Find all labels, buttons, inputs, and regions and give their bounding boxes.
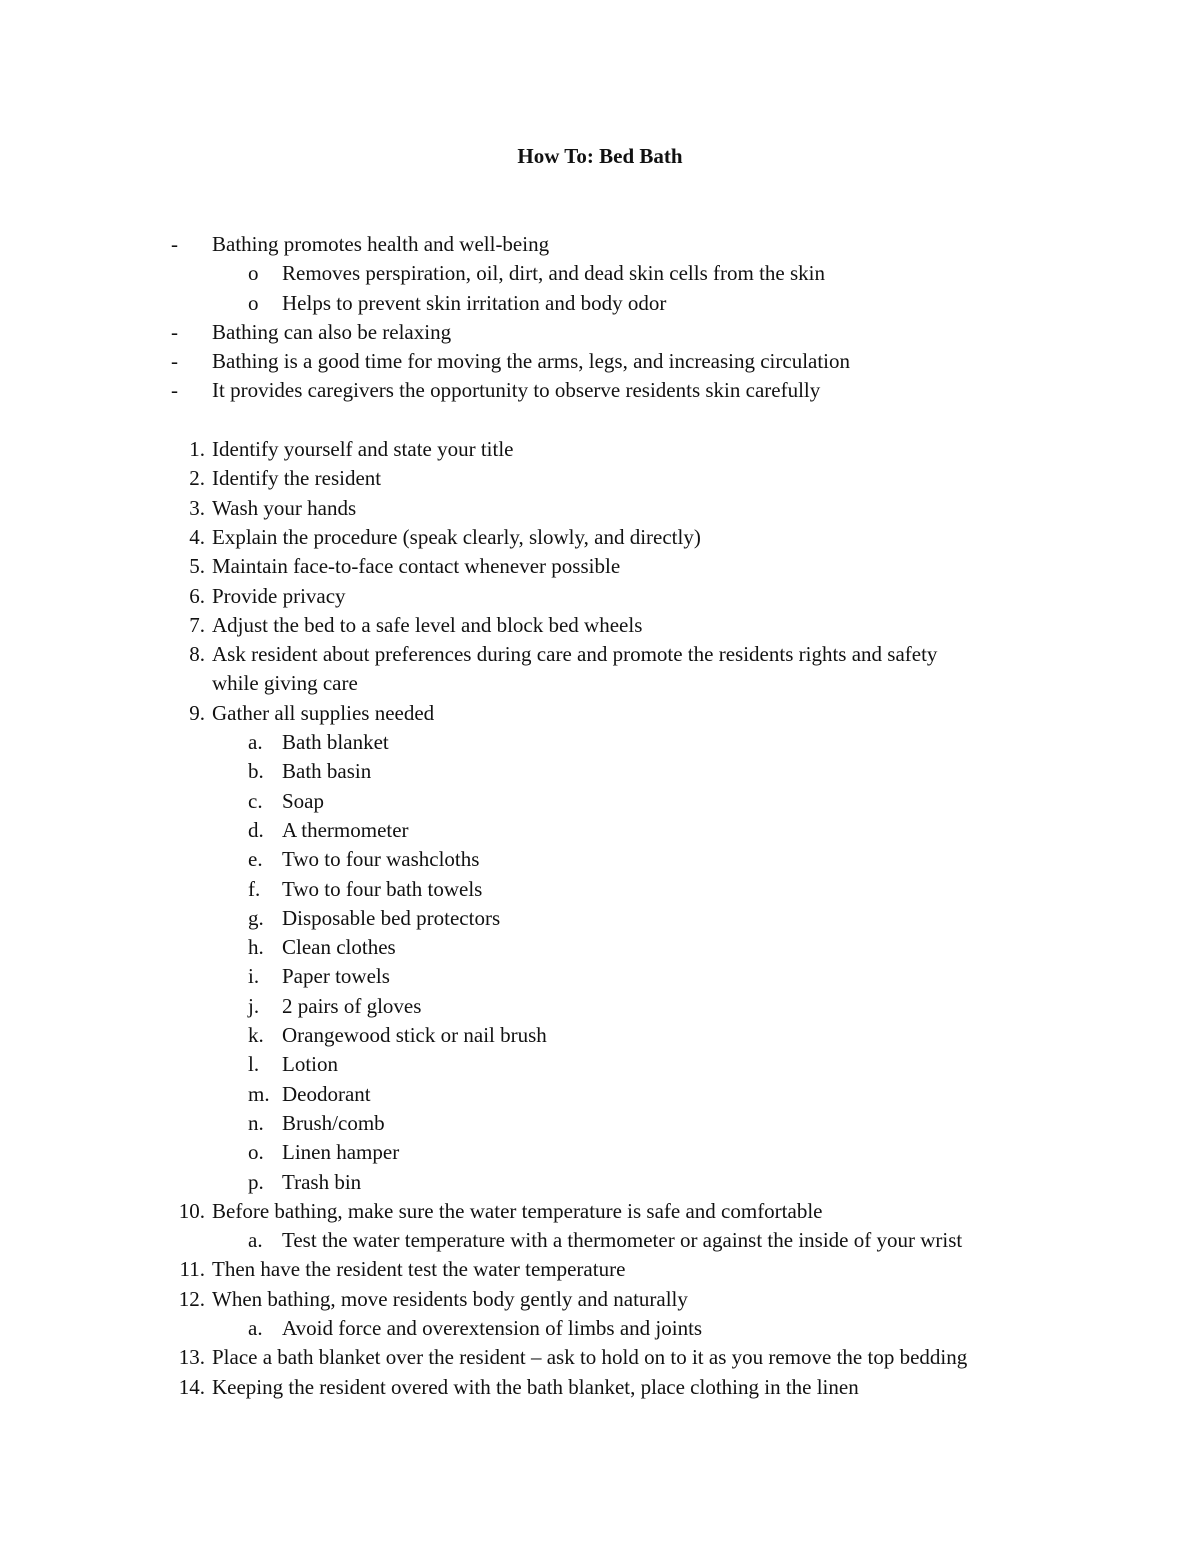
list-item-text: Keeping the resident overed with the bath blanket, place clothing in the linen <box>212 1374 859 1399</box>
list-marker: d. <box>248 817 264 842</box>
list-item-text: Identify the resident <box>212 466 382 491</box>
list-item-text: A thermometer <box>282 817 409 842</box>
list-marker: - <box>171 378 178 403</box>
list-marker: o. <box>248 1140 264 1165</box>
list-marker: o <box>248 290 259 315</box>
list-marker: a. <box>248 1228 263 1253</box>
document-body <box>171 230 1071 1402</box>
bullet-item <box>171 347 1071 376</box>
step-item <box>171 582 1071 611</box>
list-item-text: Avoid force and overextension of limbs and joints <box>282 1315 703 1340</box>
list-item-text: Gather all supplies needed <box>212 700 435 725</box>
steps-list <box>171 435 1071 1402</box>
list-marker: 6. <box>189 583 205 608</box>
step-item <box>171 1343 1071 1372</box>
list-item-text: Wash your hands <box>212 495 357 520</box>
list-item-text: Disposable bed protectors <box>282 905 501 930</box>
list-item-text: Bath blanket <box>282 730 389 755</box>
list-marker: n. <box>248 1110 264 1135</box>
list-item-text: Test the water temperature with a thermometer or against the inside of your wrist <box>282 1228 963 1253</box>
list-item-text: Removes perspiration, oil, dirt, and dead skin cells from the skin <box>282 261 825 286</box>
step-item <box>171 933 1071 962</box>
step-item <box>171 699 1071 728</box>
list-item-text: Two to four bath towels <box>282 876 483 901</box>
list-item-text: Identify yourself and state your title <box>212 437 514 462</box>
list-item-text: Provide privacy <box>212 583 346 608</box>
bullet-item <box>171 289 1071 318</box>
step-item <box>171 962 1071 991</box>
list-item-text: Helps to prevent skin irritation and body odor <box>282 290 667 315</box>
list-marker: 8. <box>189 642 205 667</box>
step-item <box>171 904 1071 933</box>
list-item-text: Lotion <box>282 1052 338 1077</box>
step-item <box>171 992 1071 1021</box>
step-item <box>171 669 1071 698</box>
bullet-item <box>171 318 1071 347</box>
step-item <box>171 1109 1071 1138</box>
list-item-text: Two to four washcloths <box>282 847 480 872</box>
list-marker: h. <box>248 935 264 960</box>
list-item-text: Clean clothes <box>282 935 396 960</box>
list-item-text: Ask resident about preferences during care and promote the residents rights and safety <box>212 642 938 667</box>
list-item-text: Bathing promotes health and well-being <box>212 232 550 256</box>
section-gap <box>171 406 1071 435</box>
step-item <box>171 816 1071 845</box>
step-item <box>171 875 1071 904</box>
list-marker: g. <box>248 905 264 930</box>
list-marker: - <box>171 349 178 374</box>
list-item-text: Soap <box>282 788 324 813</box>
list-item-text: Brush/comb <box>282 1110 385 1135</box>
list-marker: a. <box>248 1315 263 1340</box>
step-item <box>171 757 1071 786</box>
list-marker: k. <box>248 1023 264 1048</box>
step-item <box>171 1373 1071 1402</box>
step-item <box>171 1168 1071 1197</box>
step-item <box>171 728 1071 757</box>
list-item-text: It provides caregivers the opportunity to observe residents skin carefully <box>212 378 821 403</box>
list-marker: f. <box>248 876 261 901</box>
list-item-text: while giving care <box>212 671 358 696</box>
list-item-text: Explain the procedure (speak clearly, slowly, and directly) <box>212 524 701 549</box>
list-marker: j. <box>248 993 260 1018</box>
list-marker: 12. <box>178 1286 205 1311</box>
list-marker: - <box>171 319 178 344</box>
list-item-text: Trash bin <box>282 1169 362 1194</box>
step-item <box>171 1050 1071 1079</box>
step-item <box>171 523 1071 552</box>
list-marker: m. <box>248 1081 270 1106</box>
step-item <box>171 1314 1071 1343</box>
list-marker: 3. <box>189 495 205 520</box>
list-marker: l. <box>248 1052 260 1077</box>
list-marker: 10. <box>178 1198 205 1223</box>
list-marker: 4. <box>189 524 205 549</box>
list-item-text: Place a bath blanket over the resident – ask to hold on to it as you remove the top bedding <box>212 1345 968 1370</box>
list-item-text: Maintain face-to-face contact whenever possible <box>212 554 621 579</box>
list-marker: 13. <box>178 1345 205 1370</box>
list-marker: e. <box>248 847 263 872</box>
step-item <box>171 1197 1071 1226</box>
bullet-list <box>171 230 1071 406</box>
list-item-text: Bath basin <box>282 759 372 784</box>
document-title: How To: Bed Bath <box>517 144 683 168</box>
bullet-item <box>171 259 1071 288</box>
list-marker: 7. <box>189 612 205 637</box>
list-marker: o <box>248 261 259 286</box>
list-marker: 14. <box>178 1374 205 1399</box>
list-marker: 1. <box>189 437 205 462</box>
list-item-text: Bathing can also be relaxing <box>212 319 452 344</box>
step-item <box>171 787 1071 816</box>
bullet-item <box>171 230 1071 259</box>
step-item <box>171 552 1071 581</box>
list-marker: 9. <box>189 700 205 725</box>
step-item <box>171 640 1071 669</box>
list-marker: 2. <box>189 466 205 491</box>
step-item <box>171 1138 1071 1167</box>
list-marker: i. <box>248 964 260 989</box>
list-marker: - <box>171 232 178 256</box>
list-marker: a. <box>248 730 263 755</box>
list-item-text: 2 pairs of gloves <box>282 993 422 1018</box>
list-item-text: Deodorant <box>282 1081 371 1106</box>
list-item-text: Before bathing, make sure the water temperature is safe and comfortable <box>212 1198 823 1223</box>
list-marker: b. <box>248 759 264 784</box>
list-marker: c. <box>248 788 263 813</box>
bullet-item <box>171 376 1071 405</box>
list-marker: 11. <box>179 1257 205 1282</box>
list-marker: p. <box>248 1169 264 1194</box>
list-item-text: Linen hamper <box>282 1140 400 1165</box>
list-item-text: Orangewood stick or nail brush <box>282 1023 547 1048</box>
list-item-text: Adjust the bed to a safe level and block bed wheels <box>212 612 643 637</box>
list-item-text: Then have the resident test the water temperature <box>212 1257 626 1282</box>
step-item <box>171 1255 1071 1284</box>
list-item-text: When bathing, move residents body gently and naturally <box>212 1286 688 1311</box>
step-item <box>171 845 1071 874</box>
step-item <box>171 464 1071 493</box>
step-item <box>171 1080 1071 1109</box>
list-marker: 5. <box>189 554 205 579</box>
step-item <box>171 1226 1071 1255</box>
list-item-text: Paper towels <box>282 964 390 989</box>
step-item <box>171 1285 1071 1314</box>
step-item <box>171 611 1071 640</box>
step-item <box>171 494 1071 523</box>
step-item <box>171 435 1071 464</box>
step-item <box>171 1021 1071 1050</box>
list-item-text: Bathing is a good time for moving the arms, legs, and increasing circulation <box>212 349 851 374</box>
